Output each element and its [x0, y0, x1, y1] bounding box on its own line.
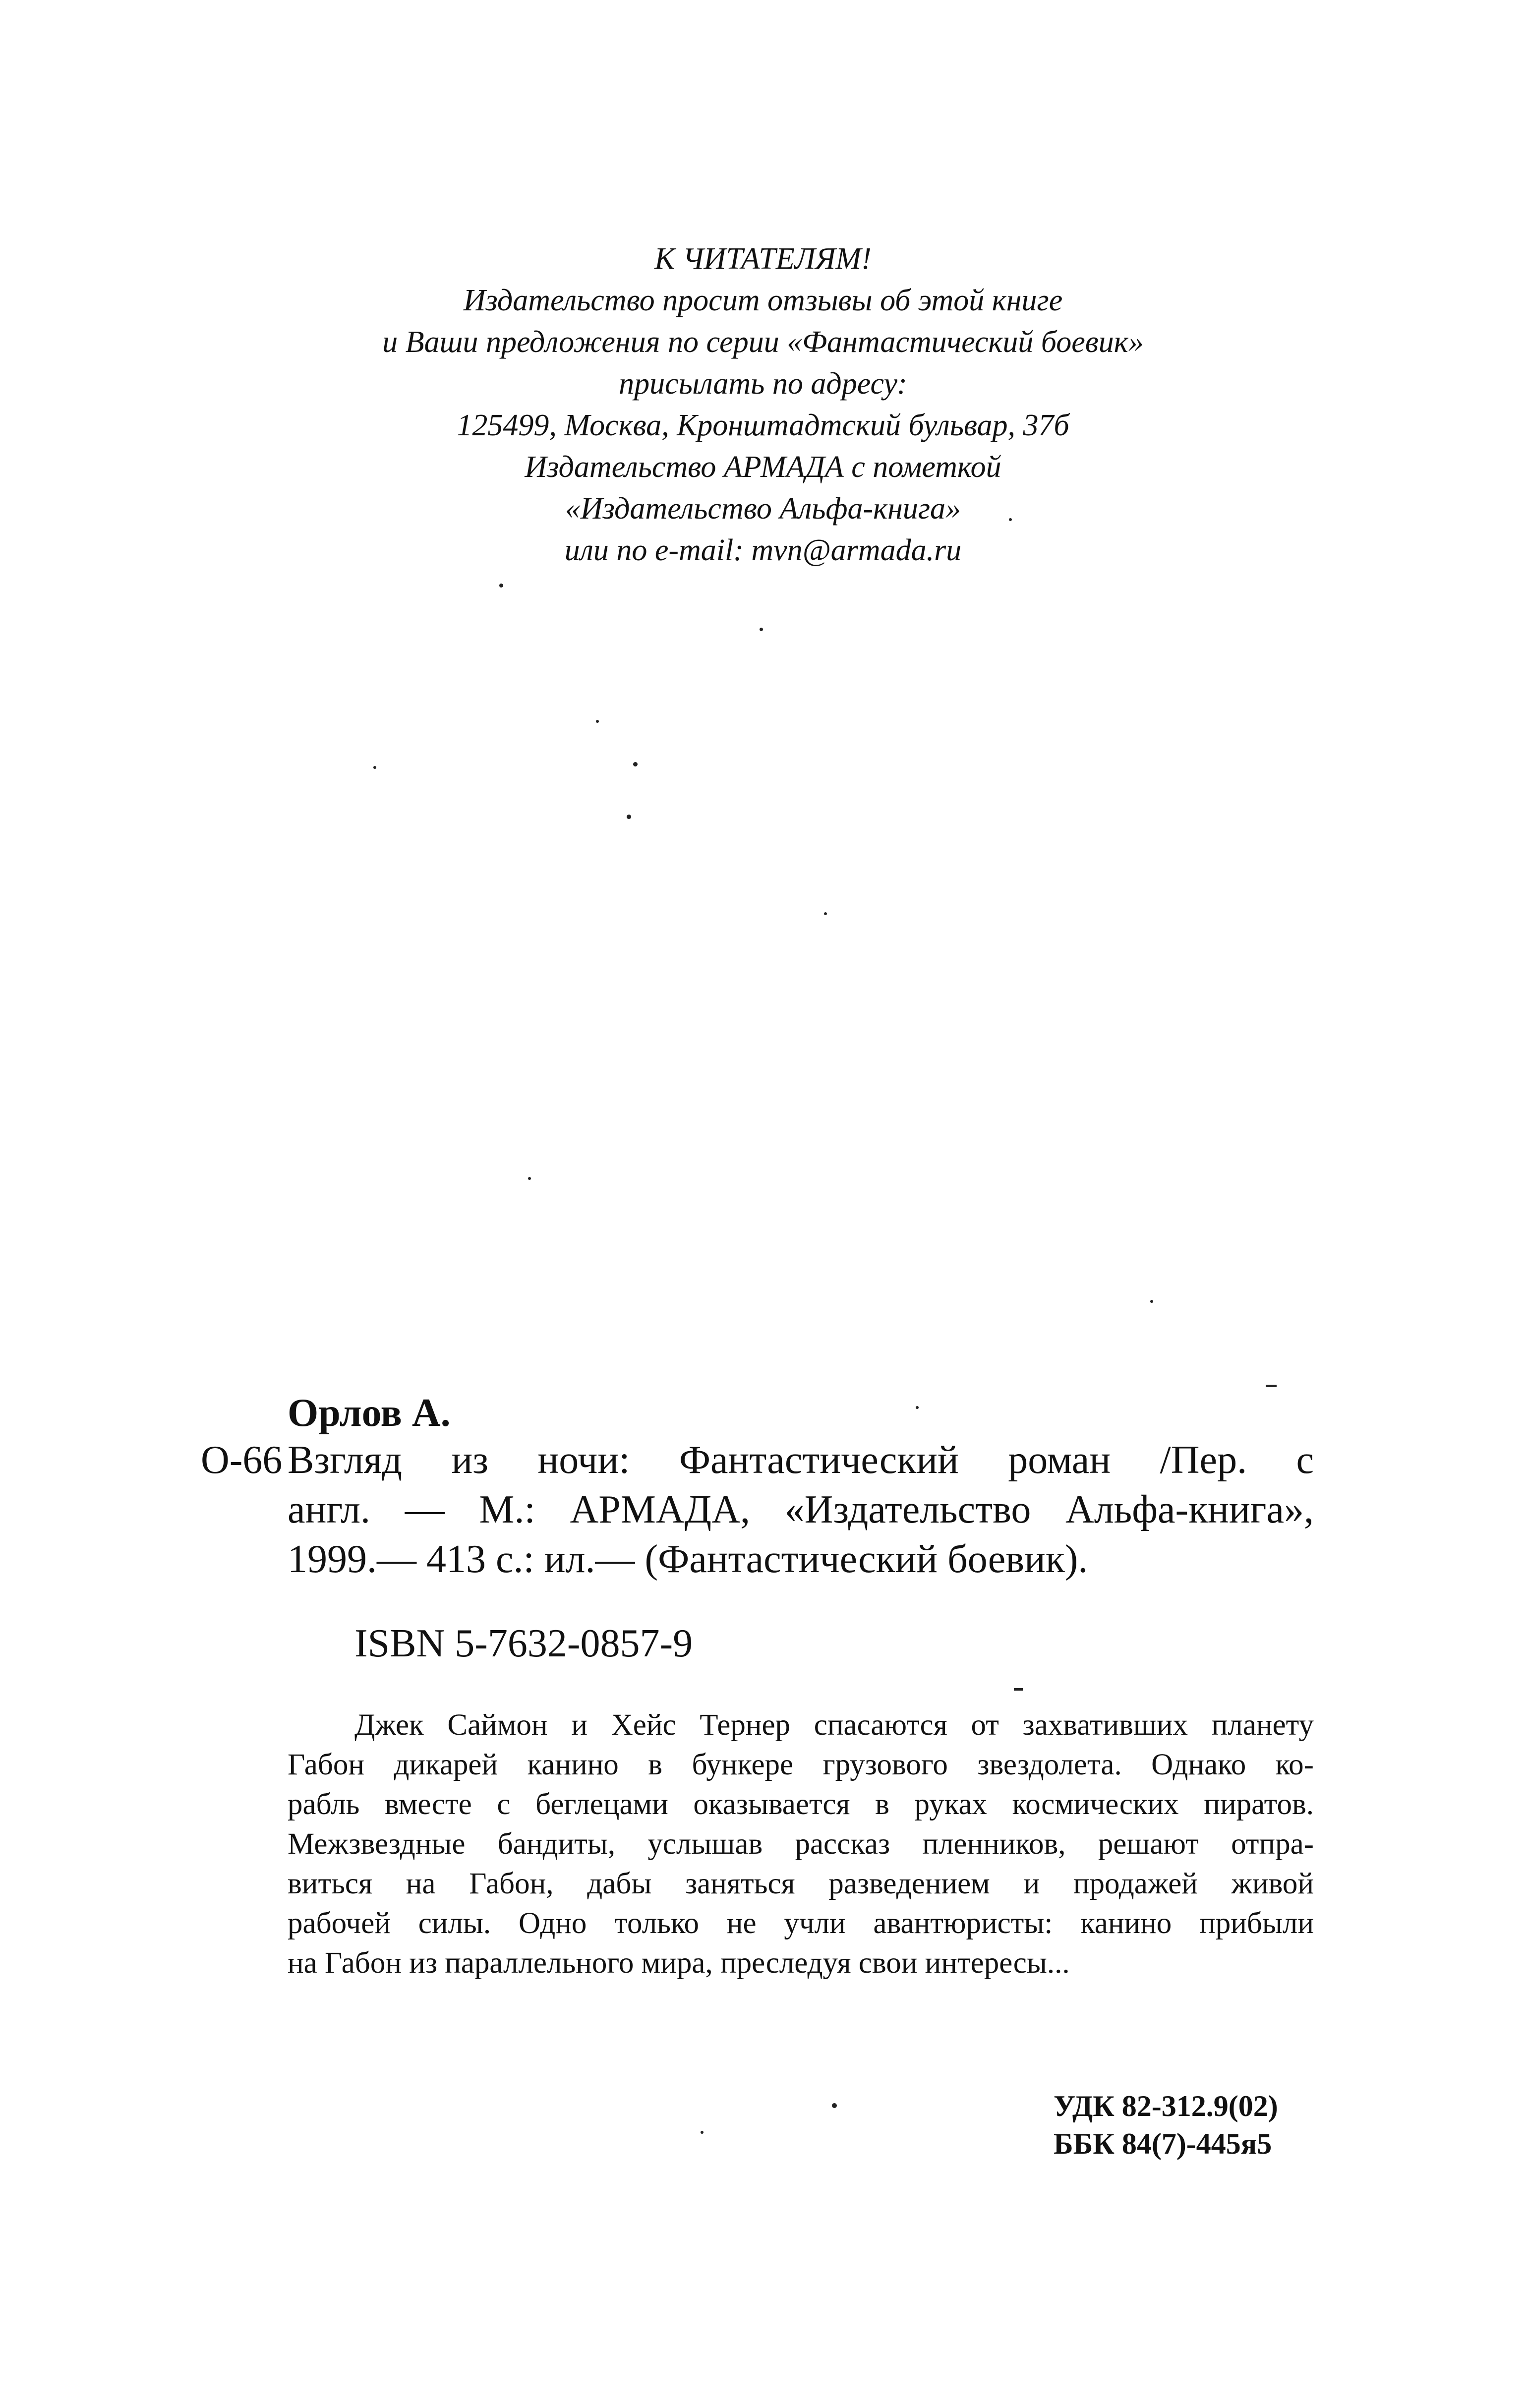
- classification-codes: [1054, 2087, 1278, 2163]
- scan-speck: [1150, 1300, 1153, 1303]
- isbn: ISBN 5-7632-0857-9: [354, 1622, 693, 1665]
- notice-line: «Издательство Альфа-книга»: [565, 492, 961, 526]
- author-name: Орлов А.: [288, 1391, 451, 1435]
- scan-speck: [824, 912, 827, 915]
- scan-speck: [528, 1177, 531, 1180]
- notice-address: 125499, Москва, Кронштадтский бульвар, 37б: [457, 409, 1069, 442]
- annotation-line: Межзвездные бандиты, услышав рассказ пленников, решают отпра-: [288, 1827, 1314, 1861]
- annotation-line: рабочей силы. Одно только не учли авантюристы: канино прибыли: [288, 1907, 1314, 1940]
- scan-speck: [633, 762, 638, 766]
- scan-speck: [499, 584, 503, 587]
- scan-mark: [1014, 1688, 1023, 1691]
- bibliographic-description: [288, 1435, 1314, 1584]
- bbk-code: ББК 84(7)-445я5: [1054, 2127, 1272, 2160]
- notice-email: или по e-mail: mvn@armada.ru: [564, 533, 962, 567]
- scan-mark: [1266, 1385, 1277, 1387]
- scan-speck: [832, 2103, 837, 2108]
- biblio-line: англ. — М.: АРМАДА, «Издательство Альфа-книга»,: [288, 1488, 1314, 1531]
- notice-line: присылать по адресу:: [619, 367, 907, 401]
- annotation-line: виться на Габон, дабы заняться разведением и продажей живой: [288, 1867, 1314, 1900]
- annotation-line: Джек Саймон и Хейс Тернер спасаются от захвативших планету: [354, 1708, 1314, 1742]
- annotation: [288, 1705, 1314, 1983]
- biblio-line: Взгляд из ночи: Фантастический роман /Пер. с: [288, 1438, 1314, 1482]
- udk-code: УДК 82-312.9(02): [1054, 2090, 1278, 2122]
- notice-line: и Ваши предложения по серии «Фантастический боевик»: [382, 325, 1144, 359]
- scan-speck: [1009, 518, 1012, 521]
- scan-speck: [627, 815, 631, 819]
- catalog-code: О-66: [201, 1438, 283, 1482]
- notice-heading: К ЧИТАТЕЛЯМ!: [654, 242, 872, 276]
- notice-line: Издательство просит отзывы об этой книге: [463, 284, 1063, 317]
- notice-line: Издательство АРМАДА с пометкой: [525, 450, 1001, 484]
- scan-speck: [596, 720, 599, 723]
- annotation-line: рабль вместе с беглецами оказывается в руках космических пиратов.: [288, 1788, 1314, 1821]
- readers-notice: [0, 238, 1526, 571]
- annotation-line: на Габон из параллельного мира, преследуя свои интересы...: [288, 1946, 1070, 1980]
- scan-speck: [760, 628, 763, 631]
- scan-speck: [916, 1406, 919, 1409]
- scan-speck: [373, 766, 376, 769]
- biblio-line: 1999.— 413 с.: ил.— (Фантастический боевик).: [288, 1537, 1088, 1581]
- scan-speck: [701, 2131, 704, 2134]
- annotation-line: Габон дикарей канино в бункере грузового звездолета. Однако ко-: [288, 1748, 1314, 1781]
